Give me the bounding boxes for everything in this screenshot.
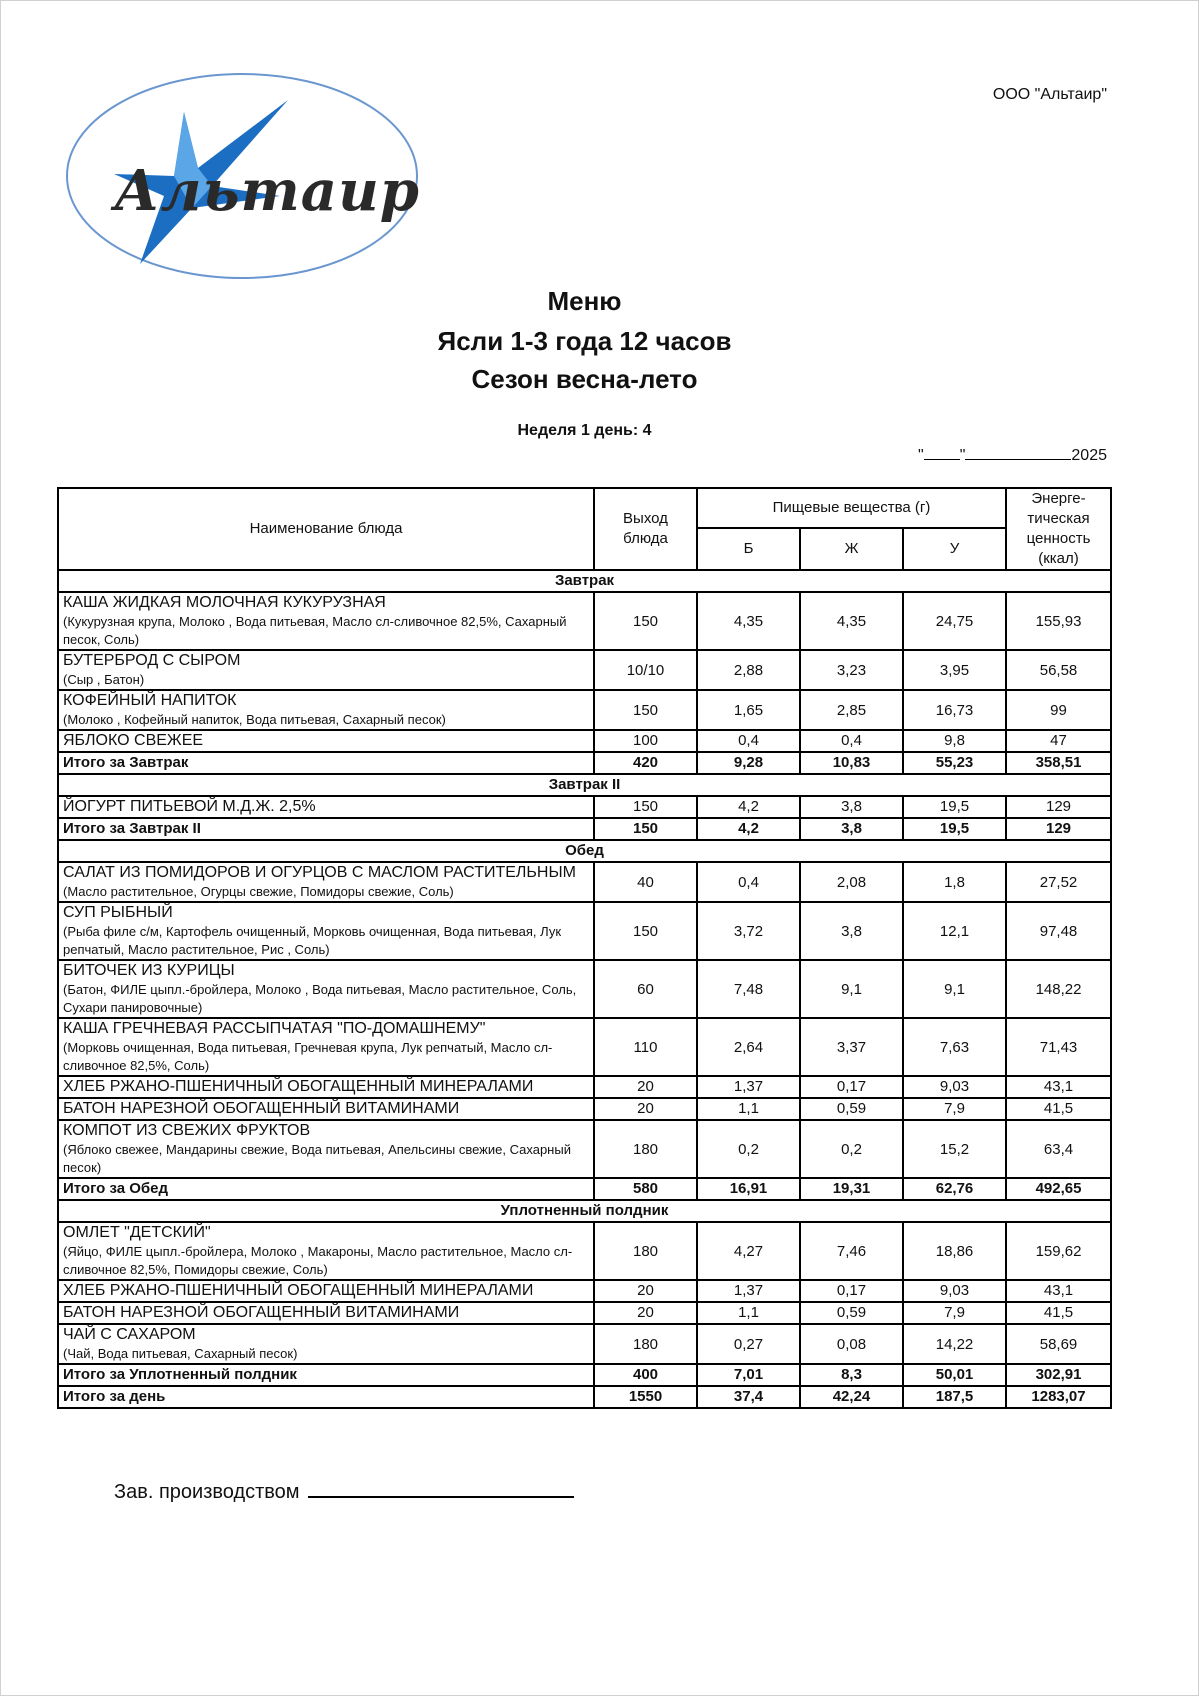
yield-cell: 180 xyxy=(594,1120,697,1178)
dish-row xyxy=(58,1324,1111,1364)
dish-cell xyxy=(58,1302,594,1324)
section-header-row xyxy=(58,570,1111,592)
dish-cell xyxy=(58,1076,594,1098)
day-total-label: Итого за день xyxy=(58,1386,594,1408)
dish-name: ЯБЛОКО СВЕЖЕЕ xyxy=(63,732,204,749)
protein-cell: 0,27 xyxy=(697,1324,800,1364)
total-label: Итого за Обед xyxy=(58,1178,594,1200)
energy-cell: 47 xyxy=(1006,730,1111,752)
total-yield-cell: 150 xyxy=(594,818,697,840)
yield-cell: 20 xyxy=(594,1302,697,1324)
yield-cell: 150 xyxy=(594,902,697,960)
section-total-row xyxy=(58,752,1111,774)
energy-cell: 27,52 xyxy=(1006,862,1111,902)
carbs-cell: 16,73 xyxy=(903,690,1006,730)
dish-row xyxy=(58,690,1111,730)
dish-name: БАТОН НАРЕЗНОЙ ОБОГАЩЕННЫЙ ВИТАМИНАМИ xyxy=(63,1100,460,1117)
dish-ingredients: (Кукурузная крупа, Молоко , Вода питьевая, Масло сл-сливочное 82,5%, Сахарный песок, Соль) xyxy=(63,614,567,647)
total-yield-cell: 420 xyxy=(594,752,697,774)
day-total-fat-cell: 42,24 xyxy=(800,1386,903,1408)
page-subtitle-season: Сезон весна-лето xyxy=(471,364,698,394)
dish-row xyxy=(58,1120,1111,1178)
dish-ingredients: (Морковь очищенная, Вода питьевая, Гречневая крупа, Лук репчатый, Масло сл-сливочное 82,5%, Соль) xyxy=(63,1040,553,1073)
dish-name: ХЛЕБ РЖАНО-ПШЕНИЧНЫЙ ОБОГАЩЕННЫЙ МИНЕРАЛАМИ xyxy=(63,1078,534,1095)
fat-cell: 9,1 xyxy=(800,960,903,1018)
fat-cell: 0,17 xyxy=(800,1076,903,1098)
dish-name: КАША ГРЕЧНЕВАЯ РАССЫПЧАТАЯ "ПО-ДОМАШНЕМУ" xyxy=(63,1020,486,1037)
carbs-cell: 1,8 xyxy=(903,862,1006,902)
total-yield-cell: 580 xyxy=(594,1178,697,1200)
dish-row xyxy=(58,592,1111,650)
dish-cell xyxy=(58,902,594,960)
day-total-carbs-cell: 187,5 xyxy=(903,1386,1006,1408)
fat-cell: 3,37 xyxy=(800,1018,903,1076)
fat-cell: 2,85 xyxy=(800,690,903,730)
fat-cell: 0,4 xyxy=(800,730,903,752)
total-energy-cell: 492,65 xyxy=(1006,1178,1111,1200)
yield-cell: 20 xyxy=(594,1076,697,1098)
total-protein-cell: 16,91 xyxy=(697,1178,800,1200)
day-total-energy-cell: 1283,07 xyxy=(1006,1386,1111,1408)
total-carbs-cell: 62,76 xyxy=(903,1178,1006,1200)
dish-row xyxy=(58,730,1111,752)
total-fat-cell: 3,8 xyxy=(800,818,903,840)
signature-block xyxy=(114,1478,574,1504)
yield-cell: 100 xyxy=(594,730,697,752)
dish-cell xyxy=(58,650,594,690)
protein-cell: 4,35 xyxy=(697,592,800,650)
dish-ingredients: (Масло растительное, Огурцы свежие, Помидоры свежие, Соль) xyxy=(63,884,454,899)
company-name: ООО "Альтаир" xyxy=(992,86,1107,103)
energy-cell: 41,5 xyxy=(1006,1098,1111,1120)
total-label: Итого за Завтрак xyxy=(58,752,594,774)
fat-cell: 3,8 xyxy=(800,902,903,960)
carbs-cell: 7,9 xyxy=(903,1302,1006,1324)
protein-cell: 1,65 xyxy=(697,690,800,730)
page-title: Меню xyxy=(547,286,622,316)
yield-cell: 150 xyxy=(594,796,697,818)
energy-cell: 56,58 xyxy=(1006,650,1111,690)
header-yield: Выход блюда xyxy=(594,488,697,570)
dish-ingredients: (Молоко , Кофейный напиток, Вода питьевая, Сахарный песок) xyxy=(63,712,446,727)
protein-cell: 0,2 xyxy=(697,1120,800,1178)
total-carbs-cell: 50,01 xyxy=(903,1364,1006,1386)
carbs-cell: 9,1 xyxy=(903,960,1006,1018)
company-logo xyxy=(62,68,422,284)
dish-name: КАША ЖИДКАЯ МОЛОЧНАЯ КУКУРУЗНАЯ xyxy=(63,594,386,611)
dish-cell xyxy=(58,862,594,902)
dish-name: СУП РЫБНЫЙ xyxy=(63,904,173,921)
fat-cell: 0,59 xyxy=(800,1098,903,1120)
dish-row xyxy=(58,1222,1111,1280)
protein-cell: 0,4 xyxy=(697,862,800,902)
date-day-blank xyxy=(924,445,960,460)
total-carbs-cell: 55,23 xyxy=(903,752,1006,774)
total-fat-cell: 10,83 xyxy=(800,752,903,774)
header-protein: Б xyxy=(697,528,800,570)
dish-name: БУТЕРБРОД С СЫРОМ xyxy=(63,652,241,669)
protein-cell: 7,48 xyxy=(697,960,800,1018)
carbs-cell: 12,1 xyxy=(903,902,1006,960)
dish-row xyxy=(58,796,1111,818)
dish-name: БАТОН НАРЕЗНОЙ ОБОГАЩЕННЫЙ ВИТАМИНАМИ xyxy=(63,1304,460,1321)
date-field xyxy=(918,445,1107,465)
carbs-cell: 19,5 xyxy=(903,796,1006,818)
carbs-cell: 24,75 xyxy=(903,592,1006,650)
carbs-cell: 9,8 xyxy=(903,730,1006,752)
total-label: Итого за Завтрак II xyxy=(58,818,594,840)
signature-label: Зав. производством xyxy=(114,1481,300,1503)
fat-cell: 4,35 xyxy=(800,592,903,650)
section-title: Завтрак II xyxy=(58,774,1111,796)
menu-table-body xyxy=(58,570,1111,1408)
yield-cell: 150 xyxy=(594,690,697,730)
carbs-cell: 9,03 xyxy=(903,1076,1006,1098)
dish-cell xyxy=(58,796,594,818)
section-header-row xyxy=(58,1200,1111,1222)
carbs-cell: 9,03 xyxy=(903,1280,1006,1302)
dish-ingredients: (Чай, Вода питьевая, Сахарный песок) xyxy=(63,1346,298,1361)
energy-cell: 129 xyxy=(1006,796,1111,818)
protein-cell: 1,1 xyxy=(697,1098,800,1120)
fat-cell: 0,08 xyxy=(800,1324,903,1364)
section-total-row xyxy=(58,818,1111,840)
section-header-row xyxy=(58,840,1111,862)
yield-cell: 150 xyxy=(594,592,697,650)
dish-ingredients: (Батон, ФИЛЕ цыпл.-бройлера, Молоко , Вода питьевая, Масло растительное, Соль, Сухари панировочные) xyxy=(63,982,577,1015)
day-total-protein-cell: 37,4 xyxy=(697,1386,800,1408)
protein-cell: 1,1 xyxy=(697,1302,800,1324)
date-month-blank xyxy=(965,445,1071,460)
yield-cell: 20 xyxy=(594,1098,697,1120)
total-energy-cell: 358,51 xyxy=(1006,752,1111,774)
dish-row xyxy=(58,1302,1111,1324)
carbs-cell: 7,9 xyxy=(903,1098,1006,1120)
yield-cell: 20 xyxy=(594,1280,697,1302)
dish-row xyxy=(58,1018,1111,1076)
dish-name: ЙОГУРТ ПИТЬЕВОЙ М.Д.Ж. 2,5% xyxy=(63,798,316,815)
carbs-cell: 7,63 xyxy=(903,1018,1006,1076)
date-quote-close: " xyxy=(959,447,966,464)
total-energy-cell: 129 xyxy=(1006,818,1111,840)
carbs-cell: 3,95 xyxy=(903,650,1006,690)
dish-name: БИТОЧЕК ИЗ КУРИЦЫ xyxy=(63,962,235,979)
header-fat: Ж xyxy=(800,528,903,570)
total-fat-cell: 8,3 xyxy=(800,1364,903,1386)
dish-row xyxy=(58,902,1111,960)
fat-cell: 3,23 xyxy=(800,650,903,690)
date-year: 2025 xyxy=(1071,447,1107,464)
section-title: Обед xyxy=(58,840,1111,862)
protein-cell: 4,2 xyxy=(697,796,800,818)
total-protein-cell: 4,2 xyxy=(697,818,800,840)
page-subtitle-group: Ясли 1-3 года 12 часов xyxy=(437,326,732,356)
yield-cell: 180 xyxy=(594,1222,697,1280)
dish-cell xyxy=(58,1018,594,1076)
total-label: Итого за Уплотненный полдник xyxy=(58,1364,594,1386)
energy-cell: 43,1 xyxy=(1006,1076,1111,1098)
carbs-cell: 18,86 xyxy=(903,1222,1006,1280)
fat-cell: 0,2 xyxy=(800,1120,903,1178)
total-fat-cell: 19,31 xyxy=(800,1178,903,1200)
dish-name: КОМПОТ ИЗ СВЕЖИХ ФРУКТОВ xyxy=(63,1122,311,1139)
total-carbs-cell: 19,5 xyxy=(903,818,1006,840)
yield-cell: 40 xyxy=(594,862,697,902)
protein-cell: 3,72 xyxy=(697,902,800,960)
carbs-cell: 14,22 xyxy=(903,1324,1006,1364)
dish-row xyxy=(58,960,1111,1018)
dish-cell xyxy=(58,1280,594,1302)
energy-cell: 155,93 xyxy=(1006,592,1111,650)
dish-cell xyxy=(58,1098,594,1120)
energy-cell: 97,48 xyxy=(1006,902,1111,960)
protein-cell: 2,64 xyxy=(697,1018,800,1076)
menu-table xyxy=(57,487,1112,1409)
dish-row xyxy=(58,862,1111,902)
energy-cell: 58,69 xyxy=(1006,1324,1111,1364)
protein-cell: 1,37 xyxy=(697,1280,800,1302)
section-title: Завтрак xyxy=(58,570,1111,592)
fat-cell: 0,17 xyxy=(800,1280,903,1302)
protein-cell: 0,4 xyxy=(697,730,800,752)
header-energy: Энерге-тическая ценность (ккал) xyxy=(1006,488,1111,570)
energy-cell: 99 xyxy=(1006,690,1111,730)
header-dish-name: Наименование блюда xyxy=(58,488,594,570)
protein-cell: 4,27 xyxy=(697,1222,800,1280)
energy-cell: 159,62 xyxy=(1006,1222,1111,1280)
section-total-row xyxy=(58,1364,1111,1386)
energy-cell: 43,1 xyxy=(1006,1280,1111,1302)
dish-row xyxy=(58,1280,1111,1302)
date-quote-open: " xyxy=(918,447,924,464)
yield-cell: 180 xyxy=(594,1324,697,1364)
dish-name: ЧАЙ С САХАРОМ xyxy=(63,1326,196,1343)
energy-cell: 41,5 xyxy=(1006,1302,1111,1324)
fat-cell: 7,46 xyxy=(800,1222,903,1280)
energy-cell: 71,43 xyxy=(1006,1018,1111,1076)
carbs-cell: 15,2 xyxy=(903,1120,1006,1178)
dish-cell xyxy=(58,1324,594,1364)
energy-cell: 63,4 xyxy=(1006,1120,1111,1178)
total-energy-cell: 302,91 xyxy=(1006,1364,1111,1386)
dish-cell xyxy=(58,690,594,730)
energy-cell: 148,22 xyxy=(1006,960,1111,1018)
section-header-row xyxy=(58,774,1111,796)
dish-name: ОМЛЕТ "ДЕТСКИЙ" xyxy=(63,1224,211,1241)
total-protein-cell: 9,28 xyxy=(697,752,800,774)
dish-row xyxy=(58,1098,1111,1120)
protein-cell: 1,37 xyxy=(697,1076,800,1098)
total-yield-cell: 400 xyxy=(594,1364,697,1386)
dish-row xyxy=(58,650,1111,690)
menu-table-header xyxy=(58,488,1111,570)
week-day-label: Неделя 1 день: 4 xyxy=(517,422,652,439)
dish-cell xyxy=(58,1222,594,1280)
fat-cell: 2,08 xyxy=(800,862,903,902)
logo-text: Альтаир xyxy=(114,158,420,224)
dish-ingredients: (Яйцо, ФИЛЕ цыпл.-бройлера, Молоко , Макароны, Масло растительное, Масло сл-сливочное 82,5%, Помидоры свежие, Соль) xyxy=(63,1244,573,1277)
fat-cell: 3,8 xyxy=(800,796,903,818)
yield-cell: 110 xyxy=(594,1018,697,1076)
dish-cell xyxy=(58,592,594,650)
dish-name: КОФЕЙНЫЙ НАПИТОК xyxy=(63,692,237,709)
yield-cell: 60 xyxy=(594,960,697,1018)
dish-ingredients: (Сыр , Батон) xyxy=(63,672,145,687)
protein-cell: 2,88 xyxy=(697,650,800,690)
day-total-yield-cell: 1550 xyxy=(594,1386,697,1408)
fat-cell: 0,59 xyxy=(800,1302,903,1324)
section-title: Уплотненный полдник xyxy=(58,1200,1111,1222)
section-total-row xyxy=(58,1178,1111,1200)
signature-line xyxy=(308,1478,574,1498)
day-total-row xyxy=(58,1386,1111,1408)
dish-ingredients: (Рыба филе с/м, Картофель очищенный, Морковь очищенная, Вода питьевая, Лук репчатый, Масло растительное, Рис , Соль) xyxy=(63,924,562,957)
yield-cell: 10/10 xyxy=(594,650,697,690)
dish-ingredients: (Яблоко свежее, Мандарины свежие, Вода питьевая, Апельсины свежие, Сахарный песок) xyxy=(63,1142,571,1175)
dish-row xyxy=(58,1076,1111,1098)
header-nutrients: Пищевые вещества (г) xyxy=(697,488,1006,528)
total-protein-cell: 7,01 xyxy=(697,1364,800,1386)
dish-cell xyxy=(58,1120,594,1178)
dish-cell xyxy=(58,960,594,1018)
header-carbs: У xyxy=(903,528,1006,570)
dish-name: ХЛЕБ РЖАНО-ПШЕНИЧНЫЙ ОБОГАЩЕННЫЙ МИНЕРАЛАМИ xyxy=(63,1282,534,1299)
dish-cell xyxy=(58,730,594,752)
dish-name: САЛАТ ИЗ ПОМИДОРОВ И ОГУРЦОВ С МАСЛОМ РАСТИТЕЛЬНЫМ xyxy=(63,864,576,881)
